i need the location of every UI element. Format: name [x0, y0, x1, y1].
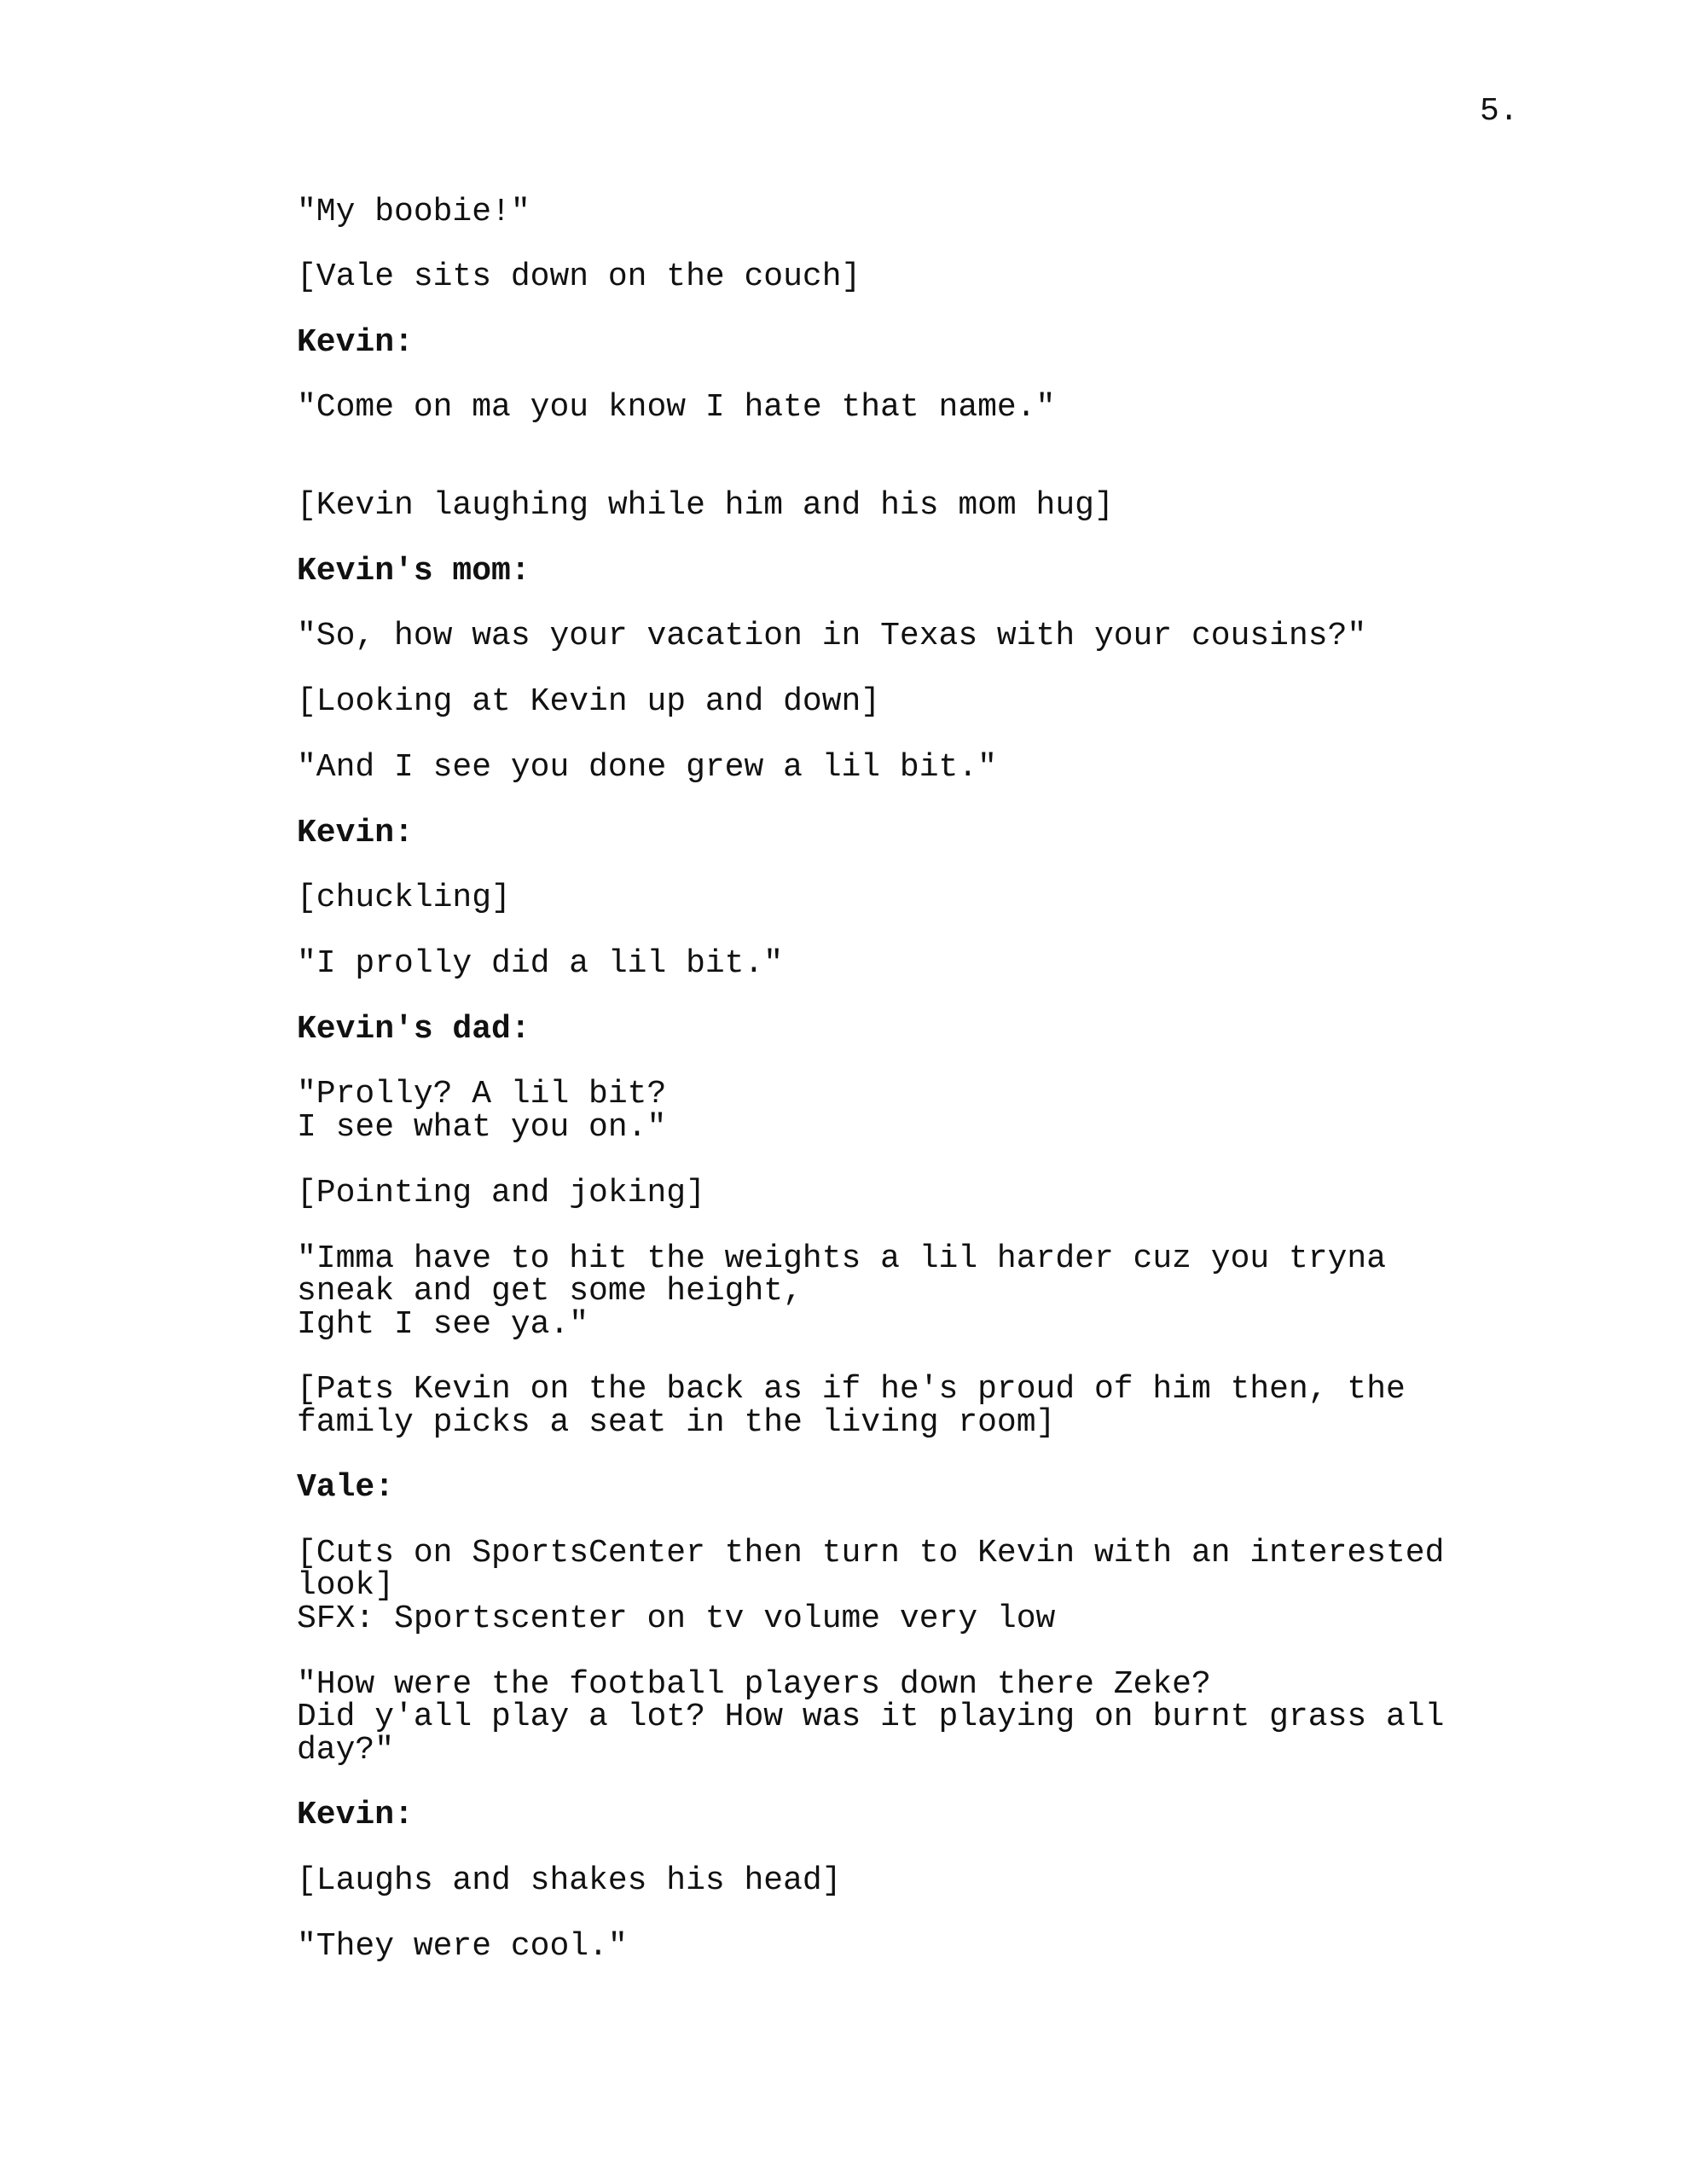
action-line: [Cuts on SportsCenter then turn to Kevin with an interested	[297, 1535, 1445, 1571]
dialogue-line: "So, how was your vacation in Texas with your cousins?"	[297, 618, 1367, 654]
action-line: family picks a seat in the living room]	[297, 1404, 1056, 1441]
action-line: [Vale sits down on the couch]	[297, 258, 861, 295]
dialogue-line: "Imma have to hit the weights a lil harder cuz you tryna	[297, 1240, 1387, 1277]
page-number: 5.	[1480, 93, 1519, 130]
dialogue-line: "My boobie!"	[297, 194, 530, 230]
dialogue-line: day?"	[297, 1732, 395, 1769]
action-line: look]	[297, 1567, 395, 1604]
character-name: Vale:	[297, 1469, 395, 1506]
dialogue-line: "And I see you done grew a lil bit."	[297, 749, 997, 786]
dialogue-line: "I prolly did a lil bit."	[297, 945, 784, 982]
character-name: Kevin's dad:	[297, 1011, 530, 1048]
dialogue-line: Did y'all play a lot? How was it playing on burnt grass all	[297, 1699, 1445, 1735]
action-line: [Looking at Kevin up and down]	[297, 683, 881, 720]
sfx-line: SFX: Sportscenter on tv volume very low	[297, 1600, 1056, 1637]
character-name: Kevin:	[297, 815, 414, 851]
dialogue-line: sneak and get some height,	[297, 1273, 803, 1310]
dialogue-line: "They were cool."	[297, 1928, 628, 1965]
action-line: [Laughs and shakes his head]	[297, 1862, 842, 1899]
dialogue-line: I see what you on."	[297, 1109, 667, 1146]
action-line: [Pointing and joking]	[297, 1175, 705, 1211]
character-name: Kevin:	[297, 1797, 414, 1833]
character-name: Kevin's mom:	[297, 553, 530, 590]
dialogue-line: "Prolly? A lil bit?	[297, 1076, 667, 1112]
dialogue-line: "How were the football players down there Zeke?	[297, 1666, 1211, 1703]
action-line: [Kevin laughing while him and his mom hug]	[297, 487, 1114, 524]
dialogue-line: Ight I see ya."	[297, 1306, 589, 1343]
character-name: Kevin:	[297, 324, 414, 361]
dialogue-line: "Come on ma you know I hate that name."	[297, 389, 1056, 426]
action-line: [Pats Kevin on the back as if he's proud of him then, the	[297, 1371, 1406, 1408]
action-line: [chuckling]	[297, 880, 511, 916]
